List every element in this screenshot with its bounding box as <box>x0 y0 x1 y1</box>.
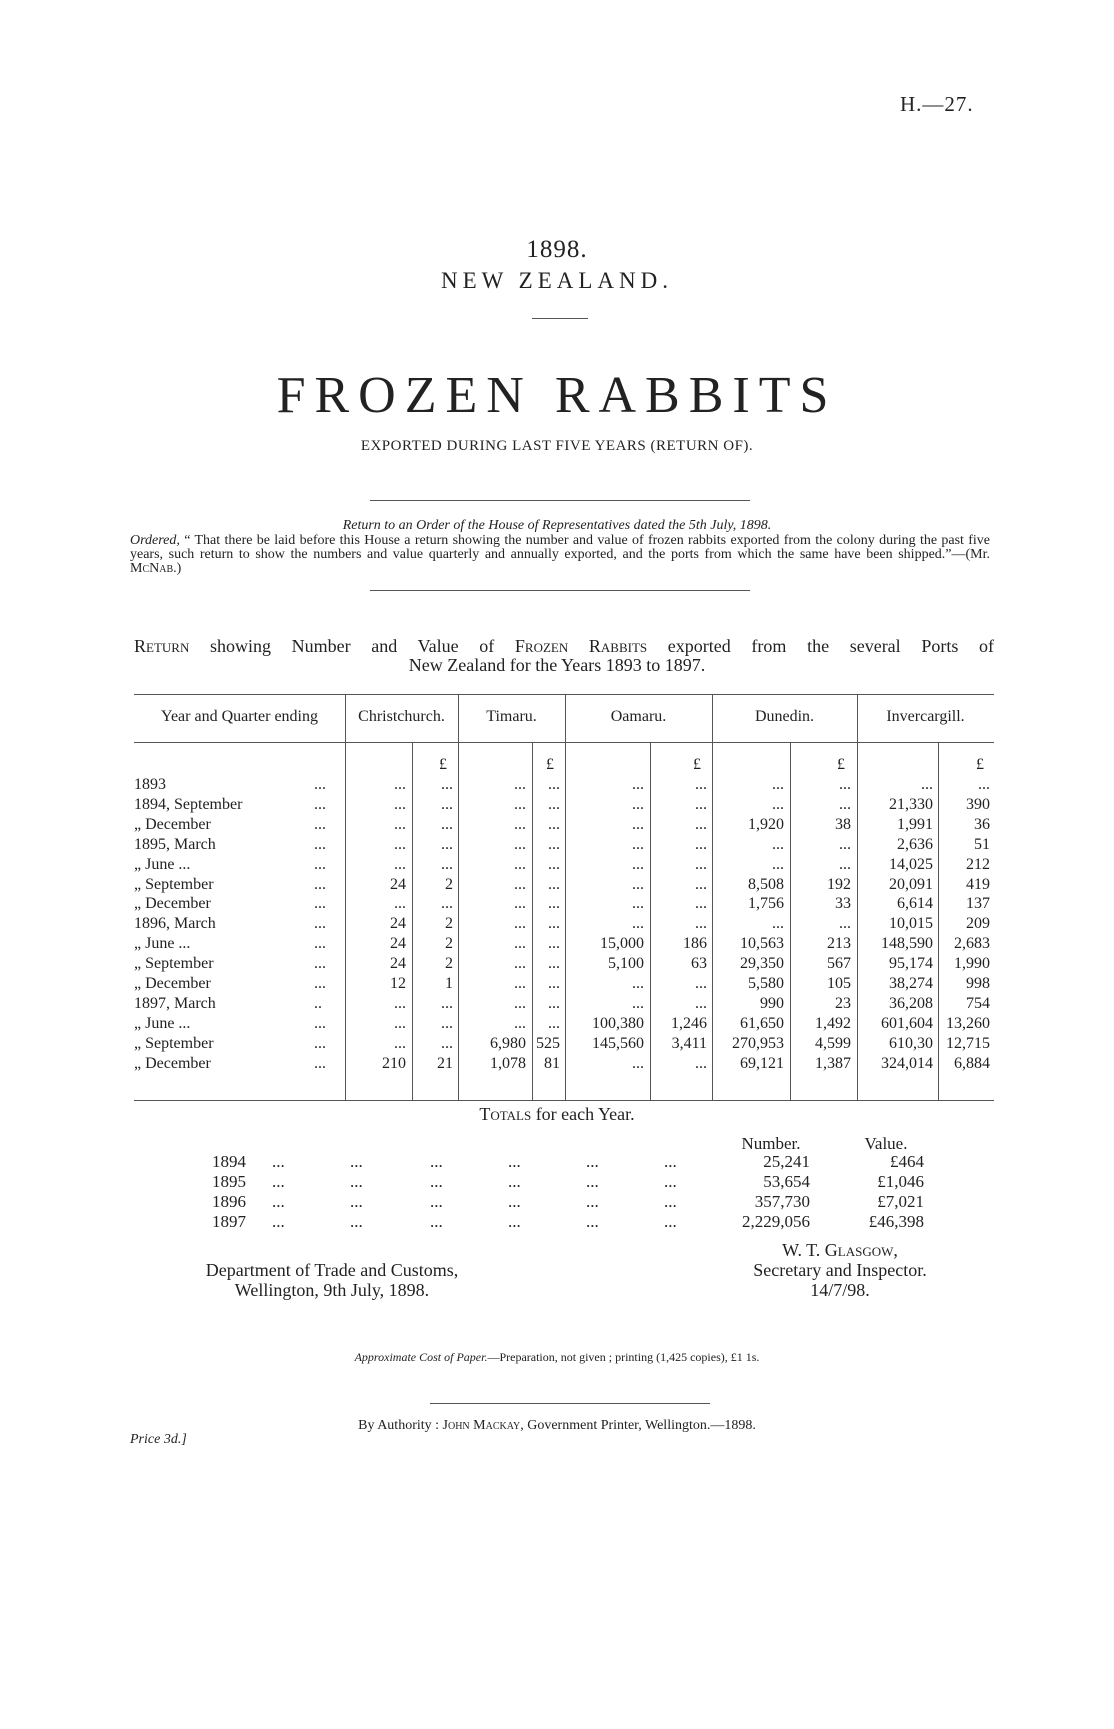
table-cell: 10,015 <box>889 915 933 933</box>
row-leader-dots: .. <box>314 994 322 1012</box>
table-cell: 137 <box>966 895 990 913</box>
table-cell: 148,590 <box>881 935 933 953</box>
price-note: Price 3d.] <box>130 1432 187 1447</box>
table-cell: 12,715 <box>946 1034 990 1052</box>
column-header: Year and Quarter ending <box>161 708 318 725</box>
totals-number: 357,730 <box>754 1192 810 1211</box>
row-period: 1893 <box>134 776 166 793</box>
signature-block <box>700 1240 980 1300</box>
totals-leader-dots: ... <box>430 1152 443 1171</box>
column-header: Oamaru. <box>610 708 667 725</box>
table-cell: 69,121 <box>740 1054 784 1072</box>
table-cell: 990 <box>760 994 784 1012</box>
table-cell: 2,636 <box>897 835 933 853</box>
table-cell: ... <box>514 795 526 813</box>
totals-leader-dots: ... <box>664 1172 677 1191</box>
table-cell: 38 <box>835 815 851 833</box>
table-cell: ... <box>695 855 707 873</box>
table-cell: 61,650 <box>740 1014 784 1032</box>
pound-sign-header: £ <box>693 756 701 773</box>
totals-year: 1894 <box>212 1152 246 1171</box>
totals-number: 25,241 <box>763 1152 810 1171</box>
row-leader-dots: ... <box>314 835 326 853</box>
return-order-line: Return to an Order of the House of Representatives dated the 5th July, 1898. <box>342 518 772 533</box>
cost-line <box>0 1350 1114 1365</box>
totals-leader-dots: ... <box>508 1152 521 1171</box>
table-cell: 8,508 <box>748 875 784 893</box>
table-cell: ... <box>695 994 707 1012</box>
table-cell: 1,991 <box>897 815 933 833</box>
row-leader-dots: ... <box>314 975 326 992</box>
cost-text: —Preparation, not given ; printing (1,425 copies), £1 1s. <box>487 1350 760 1364</box>
table-cell: 567 <box>827 955 851 973</box>
totals-word: Totals <box>479 1104 532 1124</box>
department-block <box>172 1260 492 1300</box>
table-cell: 5,100 <box>608 955 644 973</box>
table-cell: ... <box>695 776 707 793</box>
table-cell: 754 <box>966 994 990 1012</box>
table-cell: 105 <box>827 975 851 992</box>
table-cell: ... <box>548 915 560 933</box>
table-cell: 1,920 <box>748 815 784 833</box>
table-cell: ... <box>548 815 560 833</box>
totals-leader-dots: ... <box>664 1212 677 1231</box>
table-cell: 2 <box>445 955 453 973</box>
ordered-text: “ That there be laid before this House a return showing the number and value of frozen rabbits exported from the colony during the past five years, such return to show the numbers and value quarterly and annually exported, and the ports from which the same have been shipped.”—(Mr. <box>130 533 991 562</box>
row-leader-dots: ... <box>314 815 326 833</box>
table-cell: ... <box>394 815 406 833</box>
row-leader-dots: ... <box>314 1034 326 1052</box>
table-cell: 210 <box>382 1054 406 1072</box>
row-leader-dots: ... <box>314 795 326 813</box>
caption-return: Return <box>134 636 190 656</box>
table-cell: ... <box>695 835 707 853</box>
table-cell: 145,560 <box>592 1034 644 1052</box>
ordered-label: Ordered, <box>130 533 180 548</box>
table-cell: ... <box>839 795 851 813</box>
table-cell: ... <box>548 776 560 793</box>
table-cell: ... <box>548 1014 560 1032</box>
table-cell: ... <box>441 994 453 1012</box>
table-cell: 209 <box>966 915 990 933</box>
row-period: „ September <box>134 1034 214 1052</box>
table-cell: 270,953 <box>732 1034 784 1052</box>
authority-prefix: By Authority : <box>358 1418 443 1433</box>
table-cell: ... <box>695 875 707 893</box>
table-cell: 601,604 <box>881 1014 933 1032</box>
table-cell: 1,246 <box>671 1014 707 1032</box>
row-leader-dots: ... <box>314 915 326 933</box>
row-period: 1897, March <box>134 994 216 1012</box>
totals-value: £464 <box>890 1152 924 1171</box>
totals-leader-dots: ... <box>586 1152 599 1171</box>
table-cell: 33 <box>835 895 851 913</box>
table-cell: ... <box>632 795 644 813</box>
table-cell: 38,274 <box>889 975 933 992</box>
table-cell: ... <box>514 915 526 933</box>
row-period: „ September <box>134 955 214 973</box>
totals-leader-dots: ... <box>272 1152 285 1171</box>
table-cell: ... <box>695 975 707 992</box>
totals-leader-dots: ... <box>430 1172 443 1191</box>
column-header: Christchurch. <box>358 708 445 725</box>
footer-divider <box>430 1403 710 1404</box>
department-line1: Department of Trade and Customs, <box>205 1260 459 1280</box>
document-reference: H.—27. <box>900 92 974 116</box>
totals-leader-dots: ... <box>350 1152 363 1171</box>
table-cell: 2,683 <box>954 935 990 953</box>
table-cell: ... <box>514 994 526 1012</box>
table-cell: ... <box>514 1014 526 1032</box>
totals-year: 1897 <box>212 1212 246 1231</box>
row-period: 1894, September <box>134 795 243 813</box>
row-period: „ June ... <box>134 1014 191 1032</box>
table-cell: 1,387 <box>815 1054 851 1072</box>
table-cell: ... <box>632 915 644 933</box>
table-cell: ... <box>394 795 406 813</box>
table-cell: ... <box>394 1034 406 1052</box>
totals-year: 1895 <box>212 1172 246 1191</box>
column-header: Dunedin. <box>754 708 815 725</box>
table-cell: ... <box>548 935 560 953</box>
totals-title-rest: for each Year. <box>531 1104 635 1124</box>
table-cell: ... <box>548 895 560 913</box>
table-cell: ... <box>632 815 644 833</box>
table-cell: ... <box>514 815 526 833</box>
row-period: „ December <box>134 1054 211 1072</box>
totals-value-header: Value. <box>864 1134 908 1153</box>
table-cell: 419 <box>966 875 990 893</box>
table-cell: ... <box>632 994 644 1012</box>
table-cell: 20,091 <box>889 875 933 893</box>
row-leader-dots: ... <box>314 955 326 973</box>
table-cell: 186 <box>683 935 707 953</box>
totals-number: 53,654 <box>763 1172 810 1191</box>
table-cell: ... <box>632 835 644 853</box>
row-period: „ September <box>134 875 214 893</box>
table-cell: 998 <box>966 975 990 992</box>
table-cell: ... <box>839 915 851 933</box>
document-subtitle: EXPORTED DURING LAST FIVE YEARS (RETURN OF). <box>360 438 754 454</box>
table-cell: ... <box>514 935 526 953</box>
row-period: „ June ... <box>134 855 191 873</box>
cost-label: Approximate Cost of Paper. <box>354 1350 488 1364</box>
table-cell: 12 <box>390 975 406 992</box>
row-period: 1896, March <box>134 915 216 933</box>
table-cell: ... <box>394 895 406 913</box>
table-cell: ... <box>441 895 453 913</box>
table-cell: 100,380 <box>592 1014 644 1032</box>
document-title: FROZEN RABBITS <box>276 367 838 424</box>
table-cell: ... <box>632 875 644 893</box>
table-cell: 4,599 <box>815 1034 851 1052</box>
table-cell: ... <box>839 776 851 793</box>
row-leader-dots: ... <box>314 855 326 873</box>
authority-suffix: , Government Printer, Wellington.—1898. <box>520 1418 756 1433</box>
table-cell: ... <box>548 875 560 893</box>
table-cell: ... <box>441 795 453 813</box>
table-cell: ... <box>441 1014 453 1032</box>
table-cell: 36 <box>974 815 990 833</box>
table-cell: ... <box>514 835 526 853</box>
table-cell: 1,756 <box>748 895 784 913</box>
table-cell: ... <box>772 835 784 853</box>
row-period: „ December <box>134 815 211 833</box>
totals-leader-dots: ... <box>430 1212 443 1231</box>
caption-text-a: showing Number and Value of <box>189 636 515 656</box>
pound-sign-header: £ <box>439 756 447 773</box>
row-period: 1895, March <box>134 835 216 853</box>
row-leader-dots: ... <box>314 935 326 953</box>
authority-line <box>0 1418 1114 1434</box>
table-cell: ... <box>695 895 707 913</box>
printer-name: John Mackay <box>442 1418 521 1433</box>
column-header: Invercargill. <box>886 708 965 725</box>
signer-title: Secretary and Inspector. <box>753 1260 927 1280</box>
row-period: „ December <box>134 895 211 913</box>
totals-leader-dots: ... <box>272 1212 285 1231</box>
table-cell: ... <box>695 795 707 813</box>
table-cell: 95,174 <box>889 955 933 973</box>
totals-leader-dots: ... <box>664 1192 677 1211</box>
table-cell: ... <box>441 855 453 873</box>
caption-text-b: exported from the several Ports of <box>647 636 994 656</box>
table-caption-line2: New Zealand for the Years 1893 to 1897. <box>408 655 706 675</box>
table-cell: 1,990 <box>954 955 990 973</box>
table-cell: 2 <box>445 875 453 893</box>
table-cell: 81 <box>544 1054 560 1072</box>
table-cell: 23 <box>835 994 851 1012</box>
table-cell: 1,078 <box>490 1054 526 1072</box>
totals-leader-dots: ... <box>508 1192 521 1211</box>
table-cell: ... <box>514 895 526 913</box>
table-cell: ... <box>394 855 406 873</box>
mover-suffix: .) <box>173 561 182 576</box>
caption-frozen-rabbits: Frozen Rabbits <box>514 636 648 656</box>
totals-value: £7,021 <box>877 1192 924 1211</box>
totals-leader-dots: ... <box>350 1192 363 1211</box>
table-cell: ... <box>394 776 406 793</box>
row-period: „ December <box>134 975 211 992</box>
table-cell: 10,563 <box>740 935 784 953</box>
table-cell: 525 <box>536 1034 560 1052</box>
column-header: Timaru. <box>486 708 537 725</box>
document-year: 1898. <box>526 236 588 263</box>
table-cell: ... <box>514 875 526 893</box>
totals-leader-dots: ... <box>508 1172 521 1191</box>
totals-leader-dots: ... <box>350 1212 363 1231</box>
table-cell: ... <box>632 855 644 873</box>
table-cell: ... <box>548 795 560 813</box>
table-cell: 2 <box>445 935 453 953</box>
table-cell: ... <box>394 835 406 853</box>
table-cell: ... <box>772 776 784 793</box>
table-cell: ... <box>514 975 526 992</box>
table-cell: 6,884 <box>954 1054 990 1072</box>
table-cell: ... <box>441 835 453 853</box>
table-cell: ... <box>548 955 560 973</box>
totals-leader-dots: ... <box>350 1172 363 1191</box>
department-line2: Wellington, 9th July, 1898. <box>234 1280 430 1300</box>
table-cell: 51 <box>974 835 990 853</box>
table-cell: ... <box>772 795 784 813</box>
totals-leader-dots: ... <box>430 1192 443 1211</box>
signer-name: W. T. Glasgow, <box>782 1240 898 1260</box>
table-cell: ... <box>394 1014 406 1032</box>
totals-value: £46,398 <box>868 1212 924 1231</box>
totals-leader-dots: ... <box>508 1212 521 1231</box>
row-leader-dots: ... <box>314 776 326 793</box>
table-cell: ... <box>921 776 933 793</box>
table-cell: ... <box>695 915 707 933</box>
table-cell: ... <box>441 776 453 793</box>
table-cell: ... <box>548 975 560 992</box>
table-cell: 24 <box>390 935 406 953</box>
table-cell: 192 <box>827 875 851 893</box>
table-cell: 63 <box>691 955 707 973</box>
table-cell: ... <box>548 835 560 853</box>
table-cell: 14,025 <box>889 855 933 873</box>
table-cell: 5,580 <box>748 975 784 992</box>
totals-year: 1896 <box>212 1192 246 1211</box>
pound-sign-header: £ <box>837 756 845 773</box>
table-cell: ... <box>632 1054 644 1072</box>
table-cell: 6,614 <box>897 895 933 913</box>
table-cell: 21 <box>437 1054 453 1072</box>
totals-leader-dots: ... <box>586 1172 599 1191</box>
totals-leader-dots: ... <box>586 1192 599 1211</box>
table-cell: 24 <box>390 915 406 933</box>
table-cell: ... <box>441 815 453 833</box>
row-leader-dots: ... <box>314 1014 326 1032</box>
table-cell: 6,980 <box>490 1034 526 1052</box>
table-cell: ... <box>514 855 526 873</box>
pound-sign-header: £ <box>976 756 984 773</box>
table-cell: 610,30 <box>889 1034 933 1052</box>
totals-number-header: Number. <box>741 1134 801 1153</box>
totals-number: 2,229,056 <box>742 1212 810 1231</box>
table-cell: 3,411 <box>671 1034 707 1052</box>
table-cell: ... <box>441 1034 453 1052</box>
table-cell: 36,208 <box>889 994 933 1012</box>
table-cell: 13,260 <box>946 1014 990 1032</box>
table-cell: 390 <box>966 795 990 813</box>
table-cell: 213 <box>827 935 851 953</box>
row-period: „ June ... <box>134 935 191 953</box>
table-cell: ... <box>695 1054 707 1072</box>
table-cell: 324,014 <box>881 1054 933 1072</box>
row-leader-dots: ... <box>314 1054 326 1072</box>
table-cell: ... <box>394 994 406 1012</box>
totals-value: £1,046 <box>877 1172 924 1191</box>
table-cell: 24 <box>390 875 406 893</box>
table-cell: 1 <box>445 975 453 992</box>
table-cell: 2 <box>445 915 453 933</box>
totals-leader-dots: ... <box>586 1212 599 1231</box>
table-cell: ... <box>632 895 644 913</box>
table-cell: ... <box>839 855 851 873</box>
table-cell: ... <box>514 955 526 973</box>
table-cell: 21,330 <box>889 795 933 813</box>
totals-leader-dots: ... <box>664 1152 677 1171</box>
table-cell: 1,492 <box>815 1014 851 1032</box>
mover-name: McNab <box>130 561 174 576</box>
table-cell: 29,350 <box>740 955 784 973</box>
table-cell: ... <box>632 776 644 793</box>
table-cell: ... <box>978 776 990 793</box>
row-leader-dots: ... <box>314 895 326 913</box>
table-cell: ... <box>772 855 784 873</box>
totals-leader-dots: ... <box>272 1172 285 1191</box>
country-heading: NEW ZEALAND. <box>440 268 674 293</box>
table-cell: 212 <box>966 855 990 873</box>
table-cell: 24 <box>390 955 406 973</box>
table-cell: ... <box>632 975 644 992</box>
table-cell: ... <box>839 835 851 853</box>
table-cell: ... <box>548 855 560 873</box>
table-cell: ... <box>514 776 526 793</box>
signer-date: 14/7/98. <box>810 1280 870 1300</box>
table-cell: ... <box>772 915 784 933</box>
row-leader-dots: ... <box>314 875 326 893</box>
totals-leader-dots: ... <box>272 1192 285 1211</box>
table-cell: ... <box>548 994 560 1012</box>
pound-sign-header: £ <box>546 756 554 773</box>
table-cell: 15,000 <box>600 935 644 953</box>
table-cell: ... <box>695 815 707 833</box>
